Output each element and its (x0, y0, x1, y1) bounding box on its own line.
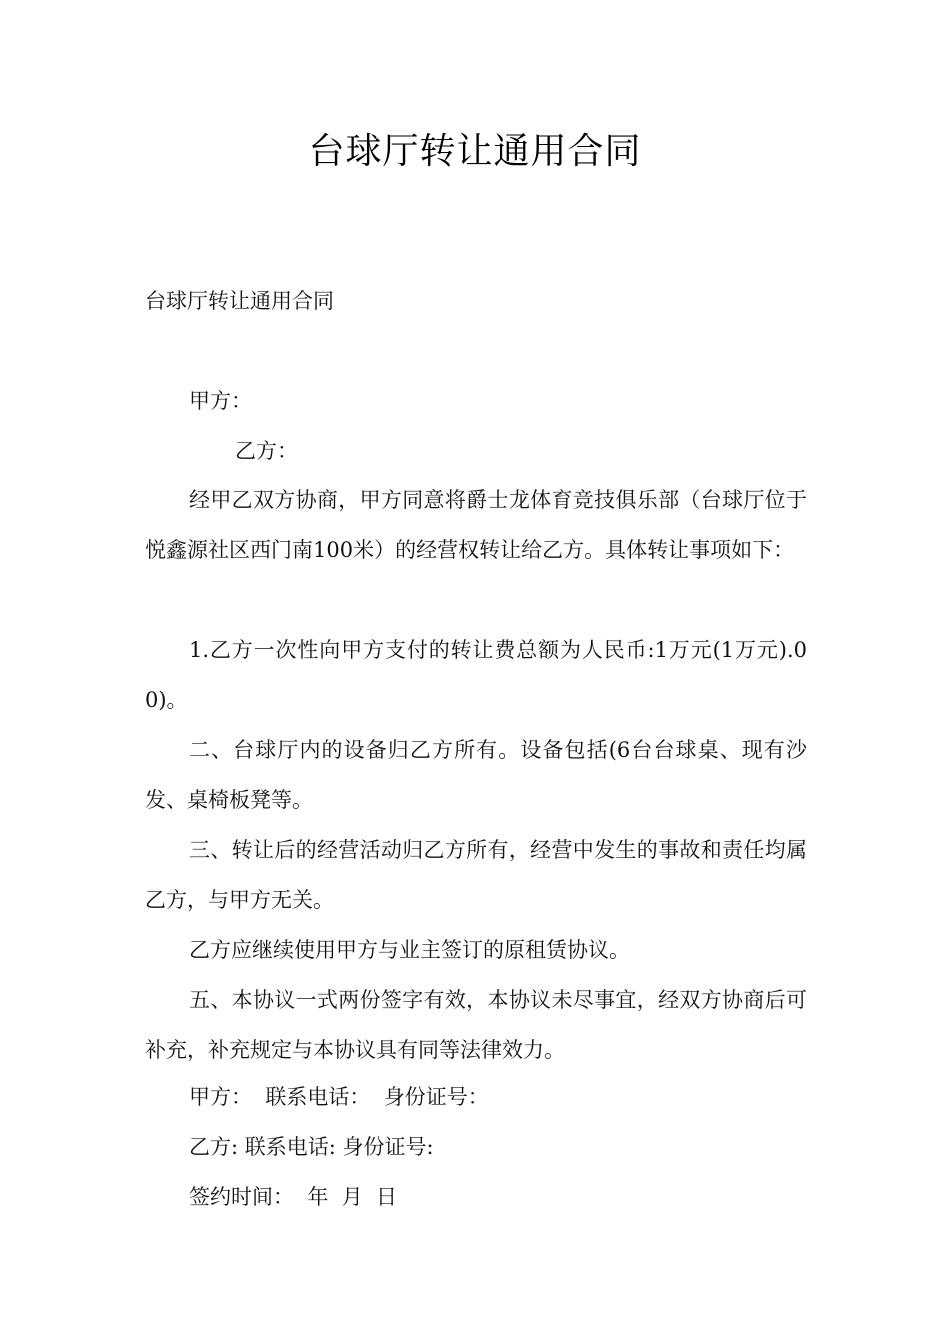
party-b-label: 乙方： (235, 439, 298, 463)
document-title: 台球厅转让通用合同 (308, 131, 642, 172)
signing-date: 签约时间： 年 月 日 (189, 1185, 398, 1209)
clause-2: 二、台球厅内的设备归乙方所有。设备包括(6台台球桌、现有沙发、桌椅板凳等。 (145, 738, 807, 812)
clause-3: 三、转让后的经营活动归乙方所有，经营中发生的事故和责任均属乙方，与甲方无关。 (145, 838, 807, 912)
signature-party-a: 甲方： 联系电话： 身份证号： (189, 1085, 489, 1109)
clause-4: 乙方应继续使用甲方与业主签订的原租赁协议。 (189, 938, 630, 962)
document-subtitle: 台球厅转让通用合同 (145, 289, 334, 313)
intro-paragraph: 经甲乙双方协商，甲方同意将爵士龙体育竞技俱乐部（台球厅位于悦鑫源社区西门南100米）的经营权转让给乙方。具体转让事项如下： (145, 488, 807, 562)
clause-1: 1.乙方一次性向甲方支付的转让费总额为人民币:1万元(1万元).00)。 (145, 638, 807, 712)
clause-5: 五、本协议一式两份签字有效，本协议未尽事宜，经双方协商后可补充，补充规定与本协议具有同等法律效力。 (145, 988, 807, 1062)
signature-party-b: 乙方: 联系电话: 身份证号: (189, 1135, 434, 1159)
party-a-label: 甲方： (189, 389, 252, 413)
